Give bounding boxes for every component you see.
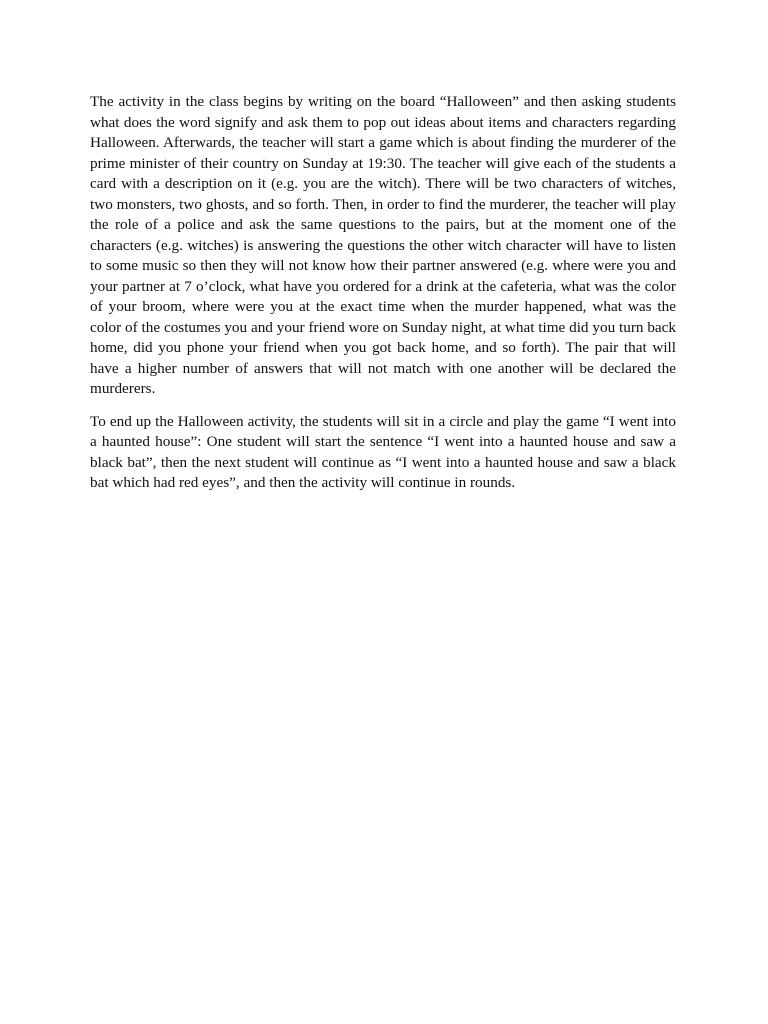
document-body [90,92,676,506]
paragraph-closing-activity: To end up the Halloween activity, the students will sit in a circle and play the game “I went into a haunted house”: One student will start the sentence “I went into a haunted house and saw a black bat”, then the next student will continue as “I went into a haunted house and saw a black bat which had red eyes”, and then the activity will continue in rounds. [90,412,676,491]
paragraph-activity-description: The activity in the class begins by writing on the board “Halloween” and then asking students what does the word signify and ask them to pop out ideas about items and characters regarding Halloween. Afterwards, the teacher will start a game which is about finding the murderer of the prime minister of their country on Sunday at 19:30. The teacher will give each of the students a card with a description on it (e.g. you are the witch). There will be two characters of witches, two monsters, two ghosts, and so forth. Then, in order to find the murderer, the teacher will play the role of a police and ask the same questions to the pairs, but at the moment one of the characters (e.g. witches) is answering the questions the other witch character will have to listen to some music so then they will not know how their partner answered (e.g. where were you and your partner at 7 o’clock, what have you ordered for a drink at the cafeteria, what was the color of your broom, where were you at the exact time when the murder happened, what was the color of the costumes you and your friend wore on Sunday night, at what time did you turn back home, did you phone your friend when you got back home, and so forth). The pair that will have a higher number of answers that will not match with one another will be declared the murderers. [90,93,676,397]
